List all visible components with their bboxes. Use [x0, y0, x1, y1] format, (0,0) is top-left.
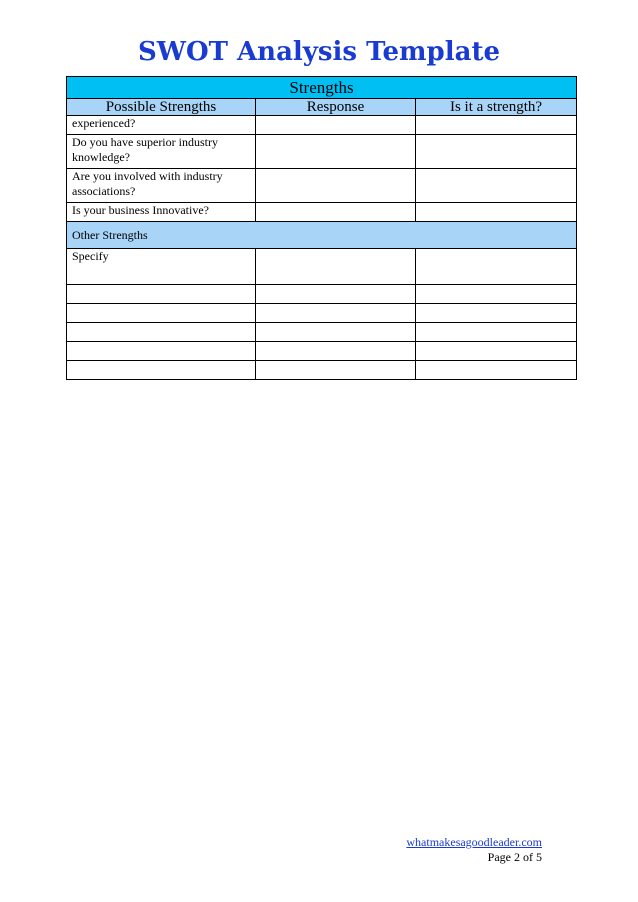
column-header-row: [67, 99, 577, 116]
other-strengths-row: [67, 222, 577, 249]
table-row: [67, 116, 577, 135]
table-row: [67, 135, 577, 169]
specify-label: Specify: [67, 249, 256, 285]
is-strength-cell[interactable]: [416, 169, 577, 203]
empty-cell[interactable]: [67, 342, 256, 361]
column-header-response: Response: [256, 99, 416, 116]
response-cell[interactable]: [256, 342, 416, 361]
column-header-is-strength: Is it a strength?: [416, 99, 577, 116]
response-cell[interactable]: [256, 323, 416, 342]
response-cell[interactable]: [256, 169, 416, 203]
response-cell[interactable]: [256, 304, 416, 323]
response-cell[interactable]: [256, 135, 416, 169]
response-cell[interactable]: [256, 361, 416, 380]
is-strength-cell[interactable]: [416, 361, 577, 380]
table-row: [67, 342, 577, 361]
response-cell[interactable]: [256, 285, 416, 304]
is-strength-cell[interactable]: [416, 342, 577, 361]
question-cell: Do you have superior industry knowledge?: [67, 135, 256, 169]
strengths-table: [66, 76, 577, 380]
footer-website-link[interactable]: whatmakesagoodleader.com: [406, 835, 542, 849]
page-number: Page 2 of 5: [487, 850, 542, 864]
specify-row: [67, 249, 577, 285]
empty-cell[interactable]: [67, 285, 256, 304]
question-cell: experienced?: [67, 116, 256, 135]
page-footer: [406, 835, 542, 865]
document-title: SWOT Analysis Template: [137, 37, 500, 67]
other-strengths-heading: Other Strengths: [67, 222, 577, 249]
table-row: [67, 169, 577, 203]
question-cell: Is your business Innovative?: [67, 203, 256, 222]
is-strength-cell[interactable]: [416, 116, 577, 135]
section-header-row: [67, 77, 577, 99]
empty-cell[interactable]: [67, 323, 256, 342]
response-cell[interactable]: [256, 203, 416, 222]
table-row: [67, 304, 577, 323]
table-row: [67, 285, 577, 304]
empty-cell[interactable]: [67, 361, 256, 380]
table-row: [67, 203, 577, 222]
is-strength-cell[interactable]: [416, 203, 577, 222]
column-header-possible-strengths: Possible Strengths: [67, 99, 256, 116]
is-strength-cell[interactable]: [416, 249, 577, 285]
response-cell[interactable]: [256, 116, 416, 135]
section-heading: Strengths: [67, 77, 577, 99]
is-strength-cell[interactable]: [416, 323, 577, 342]
empty-cell[interactable]: [67, 304, 256, 323]
is-strength-cell[interactable]: [416, 285, 577, 304]
is-strength-cell[interactable]: [416, 135, 577, 169]
question-cell: Are you involved with industry associations?: [67, 169, 256, 203]
table-row: [67, 361, 577, 380]
response-cell[interactable]: [256, 249, 416, 285]
table-row: [67, 323, 577, 342]
is-strength-cell[interactable]: [416, 304, 577, 323]
